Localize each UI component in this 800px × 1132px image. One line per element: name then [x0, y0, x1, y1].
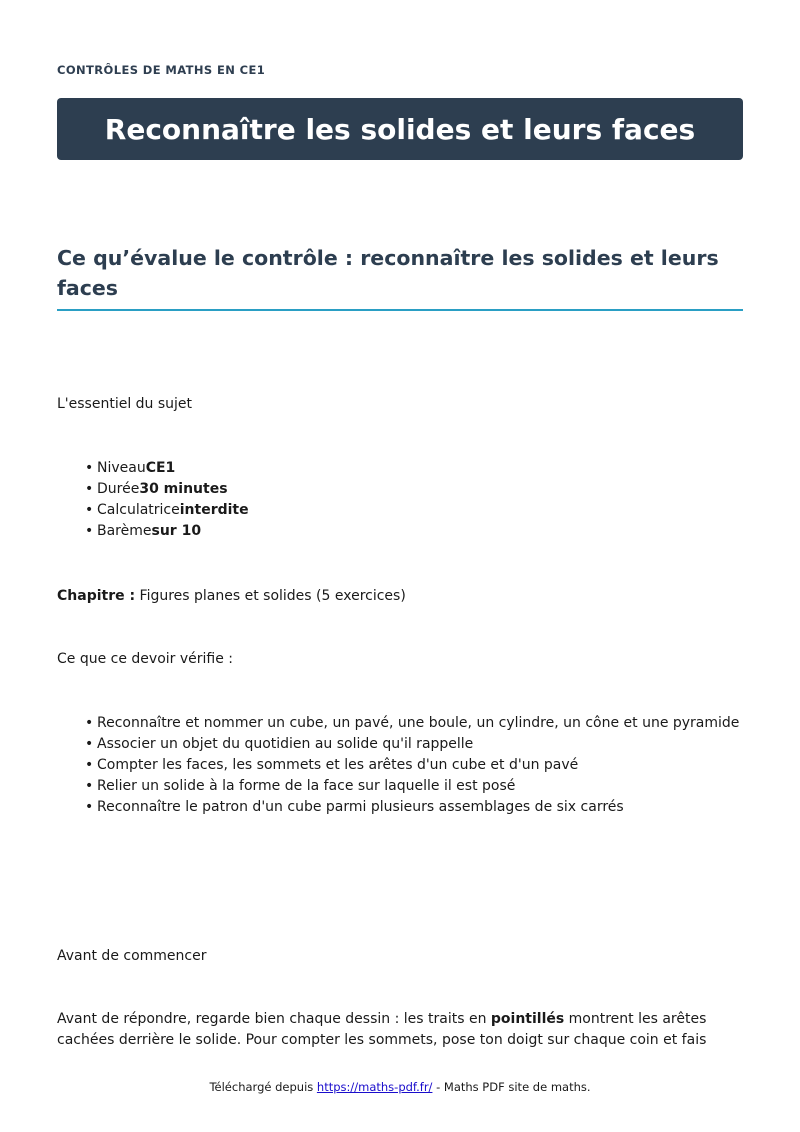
page-footer: Téléchargé depuis https://maths-pdf.fr/ - Maths PDF site de maths. — [209, 1080, 591, 1094]
chapitre-value: Figures planes et solides (5 exercices) — [139, 588, 406, 604]
list-item: • Barèmesur 10 — [97, 521, 743, 542]
verifie-label: Ce que ce devoir vérifie : — [57, 651, 234, 667]
section-divider — [57, 309, 743, 311]
source-link[interactable]: https://maths-pdf.fr/ — [316, 1080, 433, 1094]
chapitre-label: Chapitre : — [57, 588, 136, 604]
page-kicker: CONTRÔLES DE MATHS EN CE1 — [57, 63, 266, 77]
avant-label: Avant de commencer — [57, 948, 207, 964]
list-item: • Calculatriceinterdite — [97, 500, 743, 521]
chapitre-line — [57, 586, 406, 607]
avant-paragraph: Avant de répondre, regarde bien chaque dessin : les traits en pointillés montrent les arêtes cachées derrière le solide. Pour compter les sommets, pose ton doigt sur chaque coin et fais — [57, 1011, 707, 1048]
title-banner — [57, 98, 743, 160]
verifie-list — [57, 713, 743, 818]
list-item: • Reconnaître le patron d'un cube parmi plusieurs assemblages de six carrés — [97, 797, 743, 818]
essentiel-label: L'essentiel du sujet — [57, 396, 193, 412]
list-item: • Associer un objet du quotidien au solide qu'il rappelle — [97, 734, 743, 755]
essentiel-list — [57, 458, 743, 542]
section-heading: Ce qu’évalue le contrôle : reconnaître les solides et leurs faces — [57, 246, 719, 300]
page-title: Reconnaître les solides et leurs faces — [104, 112, 696, 146]
list-item: • Compter les faces, les sommets et les arêtes d'un cube et d'un pavé — [97, 755, 743, 776]
list-item: • Durée30 minutes — [97, 479, 743, 500]
list-item: • NiveauCE1 — [97, 458, 743, 479]
list-item: • Relier un solide à la forme de la face sur laquelle il est posé — [97, 776, 743, 797]
list-item: • Reconnaître et nommer un cube, un pavé, une boule, un cylindre, un cône et une pyramide — [97, 713, 743, 734]
emphasis-text: pointillés — [490, 1011, 565, 1027]
